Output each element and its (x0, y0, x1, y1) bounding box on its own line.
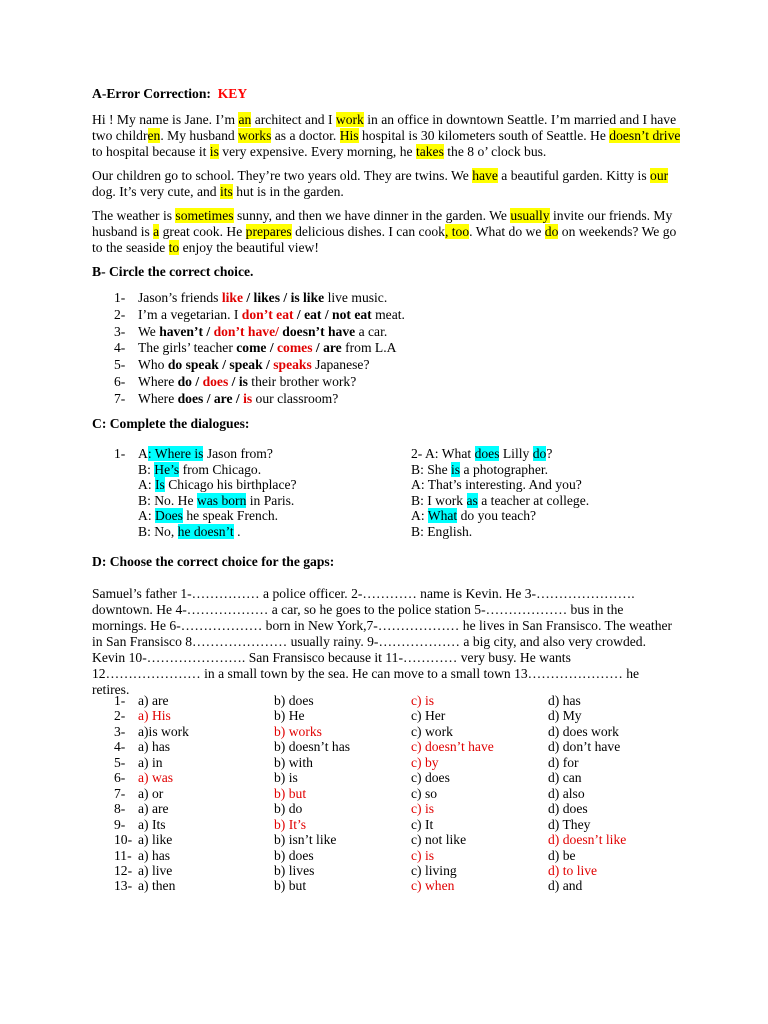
text-run: Chicago his birthplace? (164, 477, 297, 493)
choice-option: d) They (548, 816, 591, 832)
choice-option: a) live (138, 862, 173, 878)
correct-choice: comes (277, 340, 313, 356)
choice-option: c) work (411, 723, 453, 739)
item-sentence (138, 374, 356, 390)
dialogue-1-line-1 (138, 446, 273, 462)
item-sentence (138, 340, 396, 356)
circle-item-5 (114, 357, 682, 373)
choice-option: b) He (274, 708, 305, 724)
text-run: Jason from? (203, 446, 273, 461)
choice-option: d) for (548, 754, 579, 770)
choice-option: d) and (548, 878, 583, 894)
choice-option: c) not like (411, 832, 467, 848)
correct-choice: don’t have/ (213, 323, 279, 339)
item-sentence (138, 391, 338, 407)
section-c-title: C: Complete the dialogues: (92, 416, 250, 431)
text-run: architect and I (251, 112, 336, 127)
text-run: dog. It’s very cute, and (92, 184, 220, 199)
text-run: B: I work (411, 492, 467, 508)
text-run: / likes / is like (242, 290, 325, 305)
text-run: our classroom? (252, 390, 339, 406)
text-run: doesn’t have (278, 323, 356, 339)
text-run: / are (312, 340, 342, 356)
correct-choice-option: a) His (138, 708, 171, 724)
dialogue-2-line-3 (411, 477, 582, 493)
correct-choice-option: c) is (411, 847, 435, 863)
dialogue-1-line-3 (138, 477, 297, 493)
text-run: do / (177, 374, 203, 389)
text-run: in an office in downtown Seattle. I’m married and I have two childr (92, 112, 677, 143)
choice-option: c) so (411, 785, 438, 801)
highlighted-answer: usually (510, 208, 550, 223)
circle-item-2 (114, 307, 682, 323)
correct-choice: like (221, 290, 243, 305)
highlighted-answer: a (153, 224, 160, 239)
text-run: does / are / (177, 390, 244, 406)
text-run: come / (236, 340, 278, 356)
text-run: Hi ! My name is Jane. I’m (92, 112, 239, 127)
choice-option: d) also (548, 785, 585, 801)
item-sentence (138, 324, 387, 340)
correct-choice: speaks (273, 357, 312, 373)
correct-choice-option: c) doesn’t have (411, 739, 494, 755)
dialogue-2-line-4 (411, 493, 589, 509)
highlighted-answer: en (147, 128, 161, 143)
choice-option: d) does (548, 801, 588, 817)
highlighted-answer: doesn’t drive (609, 128, 681, 143)
choice-option: d) does work (548, 723, 619, 739)
text-run: to hospital because it (92, 144, 210, 159)
correct-choice-option: a) was (138, 770, 174, 786)
highlighted-answer: Is (155, 477, 165, 493)
choice-number: 2- (114, 708, 126, 724)
choice-number: 7- (114, 785, 126, 801)
choice-option: b) does (274, 693, 314, 708)
item-number: 5- (114, 357, 126, 373)
text-run: from L.A (341, 340, 397, 356)
choice-option: c) living (411, 862, 457, 878)
circle-item-7 (114, 391, 682, 407)
text-run: Our children go to school. They’re two years old. They are twins. We (92, 168, 473, 183)
choice-option: d) can (548, 770, 582, 786)
item-sentence (138, 290, 387, 306)
text-run: The girls’ teacher (138, 340, 237, 356)
highlighted-answer: prepares (245, 224, 292, 239)
section-b-title: B- Circle the correct choice. (92, 264, 254, 279)
correct-choice: don’t eat (241, 306, 294, 322)
section-d-title: D: Choose the correct choice for the gaps: (92, 554, 335, 569)
text-run: / is (228, 374, 248, 389)
item-number: 2- (114, 306, 126, 322)
item-number: 3- (114, 323, 126, 339)
text-run: a car. (355, 323, 388, 339)
section-a-paragraph-1 (92, 112, 682, 160)
correct-choice-option: d) doesn’t like (548, 832, 627, 848)
highlighted-answer: as (466, 492, 478, 508)
choice-option: d) don’t have (548, 739, 621, 755)
choice-number: 6- (114, 770, 126, 786)
text-run: on weekends? We go to the seaside (92, 224, 677, 255)
dialogue-1-line-2 (138, 462, 261, 478)
text-run: their brother work? (247, 374, 357, 389)
dialogue-1-line-5 (138, 508, 278, 524)
choice-option: b) do (274, 801, 303, 817)
choice-number: 13- (114, 878, 133, 894)
text-run: Where (138, 390, 178, 406)
choice-number: 9- (114, 816, 126, 832)
choice-option: c) does (411, 770, 450, 786)
correct-choice-option: d) to live (548, 862, 598, 878)
highlighted-answer: an (238, 112, 252, 127)
text-run: Where (138, 374, 178, 389)
text-run: invite our friends. My husband is (92, 208, 673, 239)
text-run: / eat / not eat (293, 306, 372, 322)
text-run: haven’t / (159, 323, 214, 339)
text-run: from Chicago. (179, 461, 262, 477)
text-run: B: No, (138, 524, 178, 539)
choice-option: c) Her (411, 708, 446, 724)
text-run: . What do we (469, 224, 545, 239)
text-run: B: (138, 461, 155, 477)
text-run: B: She (411, 461, 452, 477)
text-run: The weather is (92, 208, 176, 223)
choice-option: a) or (138, 785, 164, 801)
highlighted-answer: What (427, 508, 458, 524)
circle-item-6 (114, 374, 682, 390)
circle-item-1 (114, 290, 682, 306)
choice-number: 12- (114, 862, 133, 878)
item-sentence (138, 307, 405, 323)
text-run: a teacher at college. (477, 492, 590, 508)
text-run: A: (411, 508, 428, 524)
choice-option: d) My (548, 708, 582, 724)
highlighted-answer: to (168, 240, 180, 255)
choice-option: b) does (274, 847, 314, 863)
choice-option: b) doesn’t has (274, 739, 351, 755)
choice-number: 8- (114, 801, 126, 817)
choice-option: a) has (138, 847, 171, 863)
choice-option: b) but (274, 878, 307, 894)
text-run: do you teach? (457, 508, 537, 524)
text-run: Japanese? (311, 357, 370, 373)
text-run: 2- A: What (411, 446, 475, 461)
item-number: 7- (114, 390, 126, 406)
highlighted-answer: takes (415, 144, 444, 159)
item-number: 4- (114, 340, 126, 356)
highlighted-answer: is (451, 461, 461, 477)
text-run: We (138, 323, 160, 339)
choice-option: c) It (411, 816, 434, 832)
choice-option: b) is (274, 770, 298, 786)
highlighted-answer: is (209, 144, 219, 159)
dialogue-1-line-6 (138, 524, 240, 540)
correct-choice-option: b) It’s (274, 816, 307, 832)
circle-item-3 (114, 324, 682, 340)
section-d-passage: Samuel’s father 1-…………… a police officer. 2-………… name is Kevin. He 3-…………………. downtown. He 4-……………… a car, so he goes to the police station 5-……………… bus in the mornings. He 6-……………… born in New York,7-……………… he lives in San Fransisco. The weather in San Fransisco 8………………… usually rainy. 9-……………… a big city, and also very crowded. Kevin 10-…………………. San Fransisco because it 11-………… very busy. He wants 12………………… in a small town by the sea. He can move to a small town 13………………… he retires. (92, 586, 673, 697)
choice-number: 5- (114, 754, 126, 770)
text-run: a beautiful garden. Kitty is (497, 168, 651, 183)
dialogue-2-line-6 (411, 524, 472, 540)
text-run: Who (138, 357, 168, 373)
highlighted-answer: , too (444, 224, 470, 239)
text-run: Jason’s friends (138, 290, 222, 305)
highlighted-answer: does (474, 446, 500, 461)
text-run: Lilly (499, 446, 533, 461)
choice-option: a) are (138, 693, 169, 708)
highlighted-answer: our (650, 168, 669, 183)
circle-item-4 (114, 340, 682, 356)
choice-option: a) then (138, 878, 176, 894)
correct-choice-option: c) is (411, 693, 435, 708)
text-run: in Paris. (246, 492, 295, 508)
highlighted-answer: its (219, 184, 233, 199)
text-run: he speak French. (182, 508, 279, 524)
item-sentence (138, 357, 370, 373)
dialogue-2-line-1 (411, 446, 552, 462)
correct-choice-option: c) by (411, 754, 439, 770)
text-run: delicious dishes. I can cook (291, 224, 445, 239)
text-run: live music. (324, 290, 388, 305)
text-run: B: No. He (138, 492, 197, 508)
highlighted-answer: His (339, 128, 359, 143)
highlighted-answer: do (532, 446, 547, 461)
dialogue-1-number: 1- (114, 446, 126, 461)
correct-choice-option: b) works (274, 723, 322, 739)
item-number: 1- (114, 290, 126, 305)
text-run: I’m a vegetarian. I (138, 306, 242, 322)
choice-option: a) in (138, 754, 163, 770)
text-run: . (233, 524, 241, 539)
correct-choice-option: b) but (274, 785, 307, 801)
text-run: meat. (371, 306, 405, 322)
text-run: B: English. (411, 524, 473, 539)
text-run: very expensive. Every morning, he (218, 144, 416, 159)
text-run: the 8 o’ clock bus. (443, 144, 547, 159)
text-run: A (138, 446, 148, 461)
correct-choice: is (243, 390, 253, 406)
choice-number: 10- (114, 832, 133, 848)
highlighted-answer: do (544, 224, 559, 239)
choice-option: b) isn’t like (274, 832, 337, 848)
correct-choice-option: c) when (411, 878, 455, 894)
highlighted-answer: : Where is (147, 446, 204, 461)
correct-choice-option: c) is (411, 801, 435, 817)
text-run: enjoy the beautiful view! (179, 240, 319, 255)
choice-option: d) has (548, 693, 581, 708)
key-label: KEY (217, 86, 248, 101)
choice-number: 11- (114, 847, 132, 863)
section-a-title (92, 86, 682, 102)
text-run: do speak / speak / (167, 357, 274, 373)
text-run: great cook. He (159, 224, 246, 239)
choice-number: 3- (114, 723, 126, 739)
choice-option: d) be (548, 847, 576, 863)
highlighted-answer: have (472, 168, 498, 183)
text-run: A: (138, 477, 155, 493)
highlighted-answer: he doesn’t (177, 524, 234, 539)
text-run: sunny, and then we have dinner in the garden. We (233, 208, 511, 223)
section-a-heading: A-Error Correction: (92, 86, 211, 101)
choice-option: a)is work (138, 723, 189, 739)
choice-option: a) Its (138, 816, 166, 832)
highlighted-answer: was born (196, 492, 247, 508)
choice-option: a) are (138, 801, 169, 817)
dialogue-2-line-5 (411, 508, 536, 524)
choice-option: b) lives (274, 862, 315, 878)
text-run: . My husband (160, 128, 239, 143)
text-run: hospital is 30 kilometers south of Seattle. He (358, 128, 610, 143)
text-run: hut is in the garden. (232, 184, 344, 199)
choice-number: 4- (114, 739, 126, 755)
item-number: 6- (114, 374, 126, 389)
text-run: ? (546, 446, 553, 461)
highlighted-answer: works (238, 128, 272, 143)
text-run: as a doctor. (271, 128, 340, 143)
highlighted-answer: Does (155, 508, 183, 524)
highlighted-answer: work (335, 112, 364, 127)
choice-option: b) with (274, 754, 313, 770)
choice-option: a) has (138, 739, 171, 755)
choice-option: a) like (138, 832, 173, 848)
correct-choice: does (202, 374, 229, 389)
section-a-paragraph-3 (92, 208, 682, 256)
choice-number: 1- (114, 693, 126, 708)
text-run: a photographer. (460, 461, 549, 477)
dialogue-1-line-4 (138, 493, 294, 509)
highlighted-answer: sometimes (175, 208, 234, 223)
text-run: A: (138, 508, 155, 524)
section-a-paragraph-2 (92, 168, 682, 200)
highlighted-answer: He’s (154, 461, 180, 477)
text-run: A: That’s interesting. And you? (411, 477, 582, 493)
dialogue-2-line-2 (411, 462, 548, 478)
